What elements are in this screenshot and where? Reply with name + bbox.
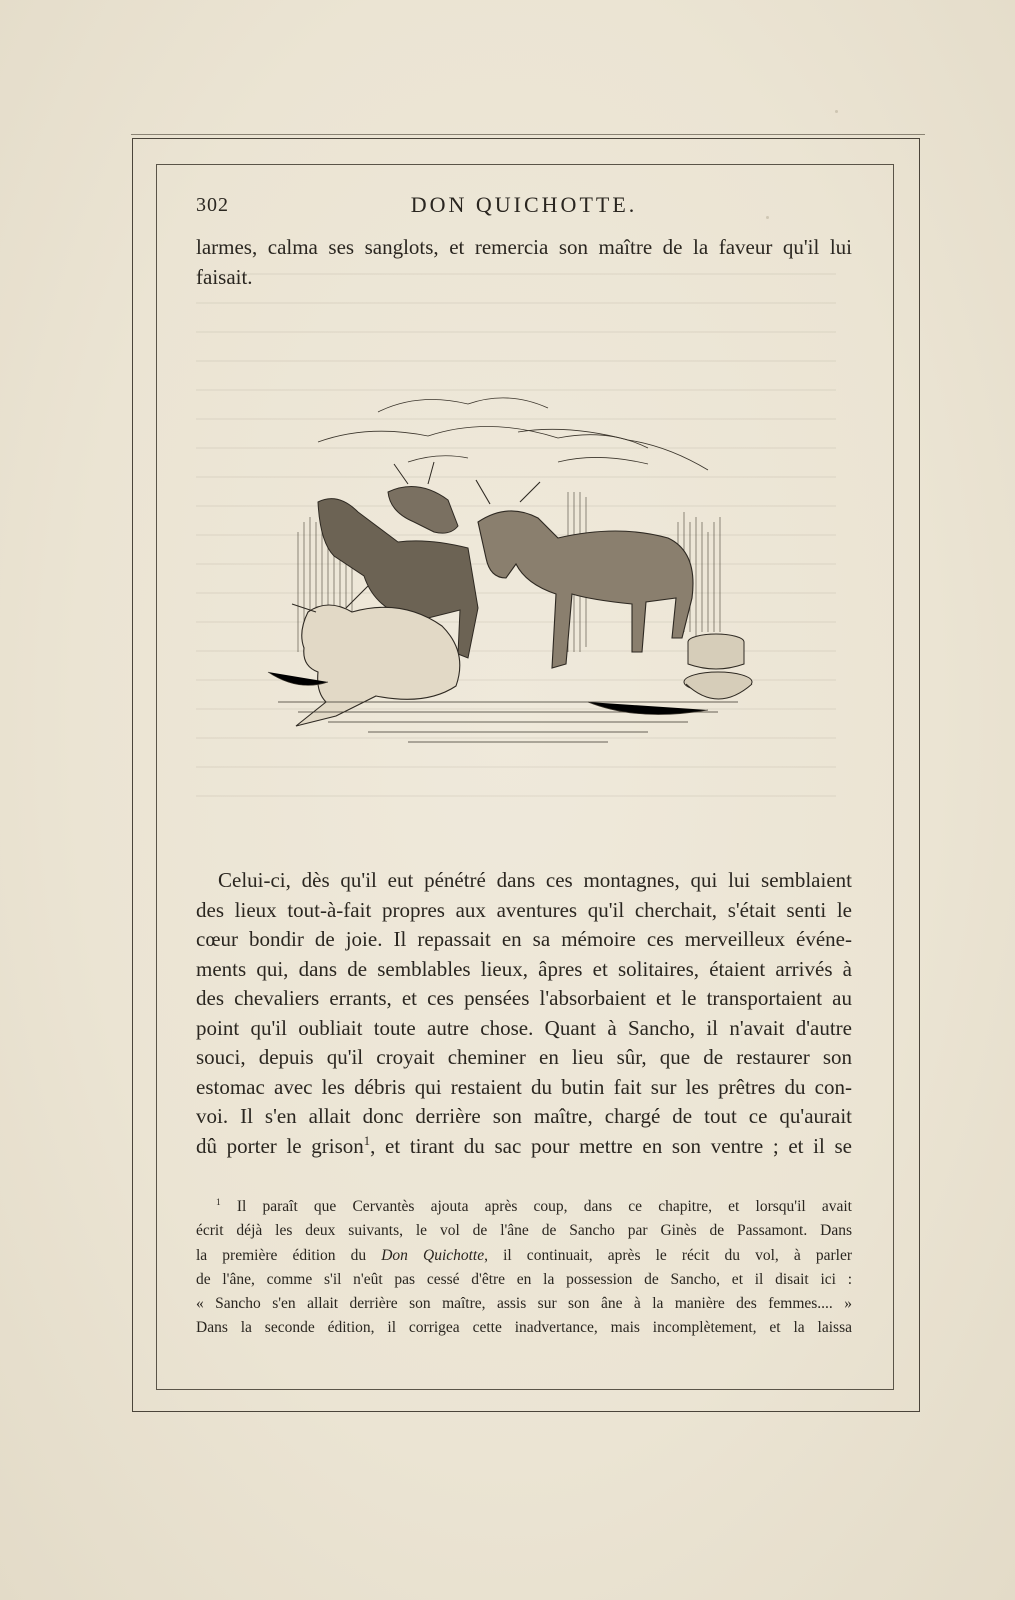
text-line: estomac avec les débris qui restaient du butin fait sur les prêtres du con-	[196, 1074, 852, 1099]
footnote-line: écrit déjà les deux suivants, le vol de l'âne de Sancho par Ginès de Passamont. Dans	[196, 1222, 852, 1240]
text-line: ments qui, dans de semblables lieux, âpres et solitaires, étaient arrivés à	[196, 956, 852, 981]
footnote-marker[interactable]: 1	[363, 1133, 371, 1148]
footnote-line: Dans la seconde édition, il corrigea cette inadvertance, mais incomplètement, et la laissa	[196, 1319, 852, 1337]
text-line: larmes, calma ses sanglots, et remercia son maître de la faveur qu'il lui	[196, 235, 852, 259]
text-line: des chevaliers errants, et ces pensées l'absorbaient et le transportaient au	[196, 986, 852, 1010]
top-paragraph	[196, 233, 852, 292]
text-line: des lieux tout-à-fait propres aux aventures qu'il cherchait, s'était senti le	[196, 897, 852, 922]
book-title: Don Quichotte	[381, 1246, 485, 1264]
donkeys-engraving-icon	[258, 372, 770, 758]
text-line: voi. Il s'en allait donc derrière son maître, chargé de tout ce qu'aurait	[196, 1104, 852, 1128]
footnote-line	[196, 1195, 852, 1219]
page-number: 302	[196, 194, 229, 216]
running-title: DON QUICHOTTE.	[410, 192, 638, 217]
footnote-line: « Sancho s'en allait derrière son maître, assis sur son âne à la manière des femmes.... »	[196, 1295, 852, 1313]
footnote-number: 1	[216, 1197, 221, 1208]
footnote-line	[196, 1244, 852, 1268]
main-paragraph	[196, 866, 852, 1161]
page-header	[196, 190, 852, 226]
footnote	[196, 1195, 852, 1341]
text-fragment: dû porter le grison	[196, 1133, 364, 1158]
footnote-line: de l'âne, comme s'il n'eût pas cessé d'être en la possession de Sancho, et il disait ici :	[196, 1270, 852, 1288]
text-line: Celui-ci, dès qu'il eut pénétré dans ces montagnes, qui lui semblaient	[218, 868, 852, 892]
text-line: cœur bondir de joie. Il repassait en sa mémoire ces merveilleux événe-	[196, 927, 852, 951]
text-line	[196, 1132, 852, 1162]
footnote-text: Il paraît que Cervantès ajouta après coup, dans ce chapitre, et lorsqu'il avait	[236, 1198, 852, 1215]
text-line: faisait.	[196, 264, 253, 289]
footnote-text: , il continuait, après le récit du vol, à parler	[484, 1246, 852, 1264]
paper-spot	[835, 110, 838, 113]
footnote-text: la première édition du	[196, 1246, 382, 1264]
text-line: point qu'il oubliait toute autre chose. Quant à Sancho, il n'avait d'autre	[196, 1015, 852, 1040]
text-fragment: , et tirant du sac pour mettre en son ventre ; et il se	[370, 1133, 852, 1158]
text-line: souci, depuis qu'il croyait cheminer en lieu sûr, que de restaurer son	[196, 1045, 852, 1069]
